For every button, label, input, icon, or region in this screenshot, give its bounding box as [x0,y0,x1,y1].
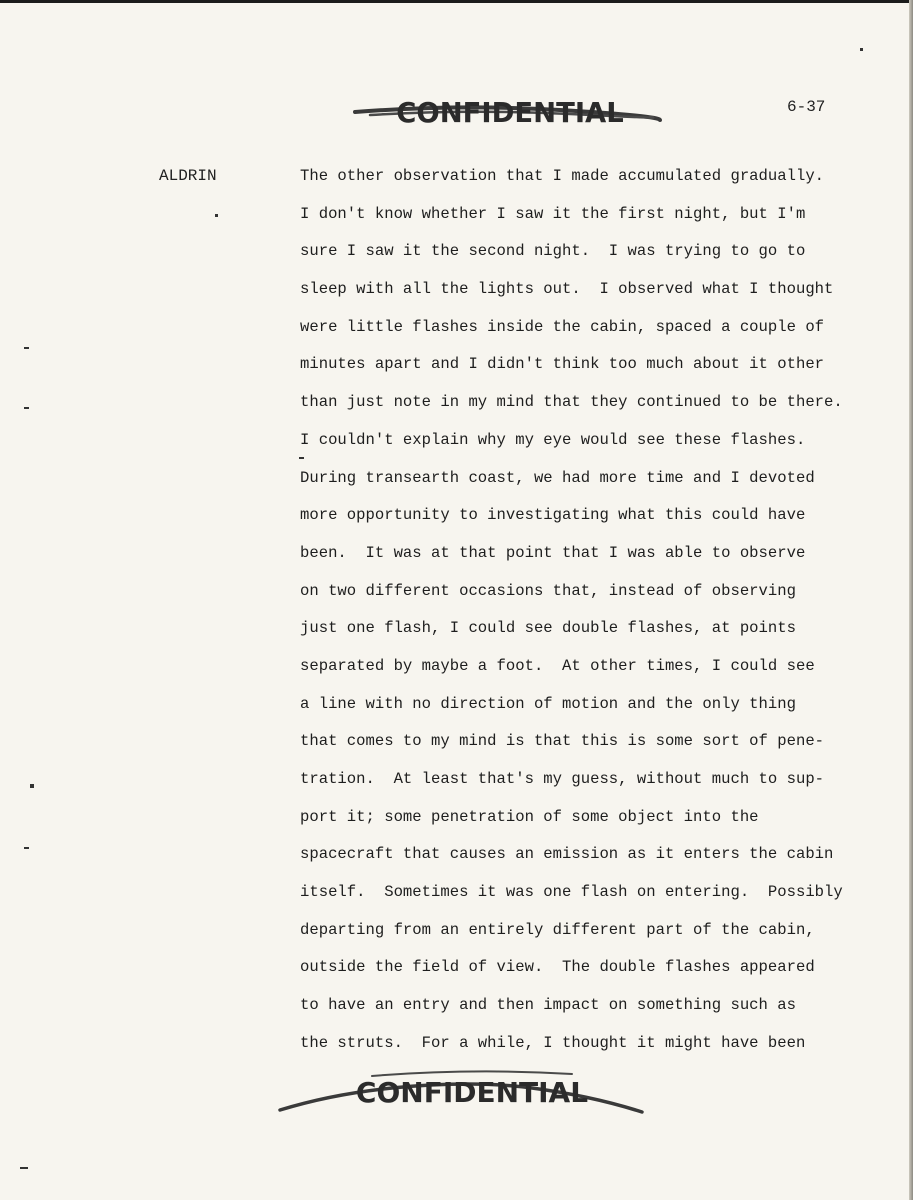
margin-tick [24,847,29,849]
page-top-edge [0,0,913,3]
confidential-stamp-bottom [272,1064,672,1124]
text-line: sleep with all the lights out. I observed what I thought [300,280,834,299]
page-right-edge [909,0,913,1200]
text-line: port it; some penetration of some object into the [300,807,759,826]
margin-tick [30,784,34,788]
text-line: separated by maybe a foot. At other times, I could see [300,656,815,675]
text-line: tration. At least that's my guess, without much to sup- [300,770,825,788]
text-line: to have an entry and then impact on something such as [300,996,796,1015]
text-line: itself. Sometimes it was one flash on entering. Possibly [300,883,843,902]
text-line: just one flash, I could see double flashes, at points [300,619,796,638]
text-line: departing from an entirely different part of the cabin, [300,920,815,939]
text-line: a line with no direction of motion and the only thing [300,694,796,713]
text-line: the struts. For a while, I thought it might have been [300,1033,806,1052]
ink-speck [215,214,218,217]
margin-tick [24,347,29,349]
text-line: been. It was at that point that I was able to observe [300,543,806,562]
text-line: more opportunity to investigating what this could have [300,506,806,525]
text-line: sure I saw it the second night. I was trying to go to [300,242,806,261]
text-line: The other observation that I made accumulated gradually. [300,167,825,185]
ink-speck [860,48,863,51]
stamp-text: CONFIDENTIAL [355,1076,589,1109]
text-line: I couldn't explain why my eye would see these flashes. [300,430,806,449]
text-line: outside the field of view. The double flashes appeared [300,958,815,977]
text-line: than just note in my mind that they continued to be there. [300,393,843,412]
margin-tick [24,407,29,409]
text-line: spacecraft that causes an emission as it enters the cabin [300,845,834,864]
speaker-name: ALDRIN [159,167,217,185]
text-line: that comes to my mind is that this is some sort of pene- [300,732,825,751]
stamp-text: CONFIDENTIAL [396,96,624,129]
margin-tick [20,1167,28,1169]
confidential-stamp-top [300,82,720,142]
ink-speck [299,457,304,459]
text-line: minutes apart and I didn't think too much about it other [300,355,825,374]
text-line: on two different occasions that, instead of observing [300,581,796,600]
text-line: During transearth coast, we had more time and I devoted [300,468,815,487]
text-line: I don't know whether I saw it the first night, but I'm [300,204,806,223]
page-number: 6-37 [787,98,826,116]
transcript-text [300,165,870,1070]
text-line: were little flashes inside the cabin, spaced a couple of [300,317,825,336]
